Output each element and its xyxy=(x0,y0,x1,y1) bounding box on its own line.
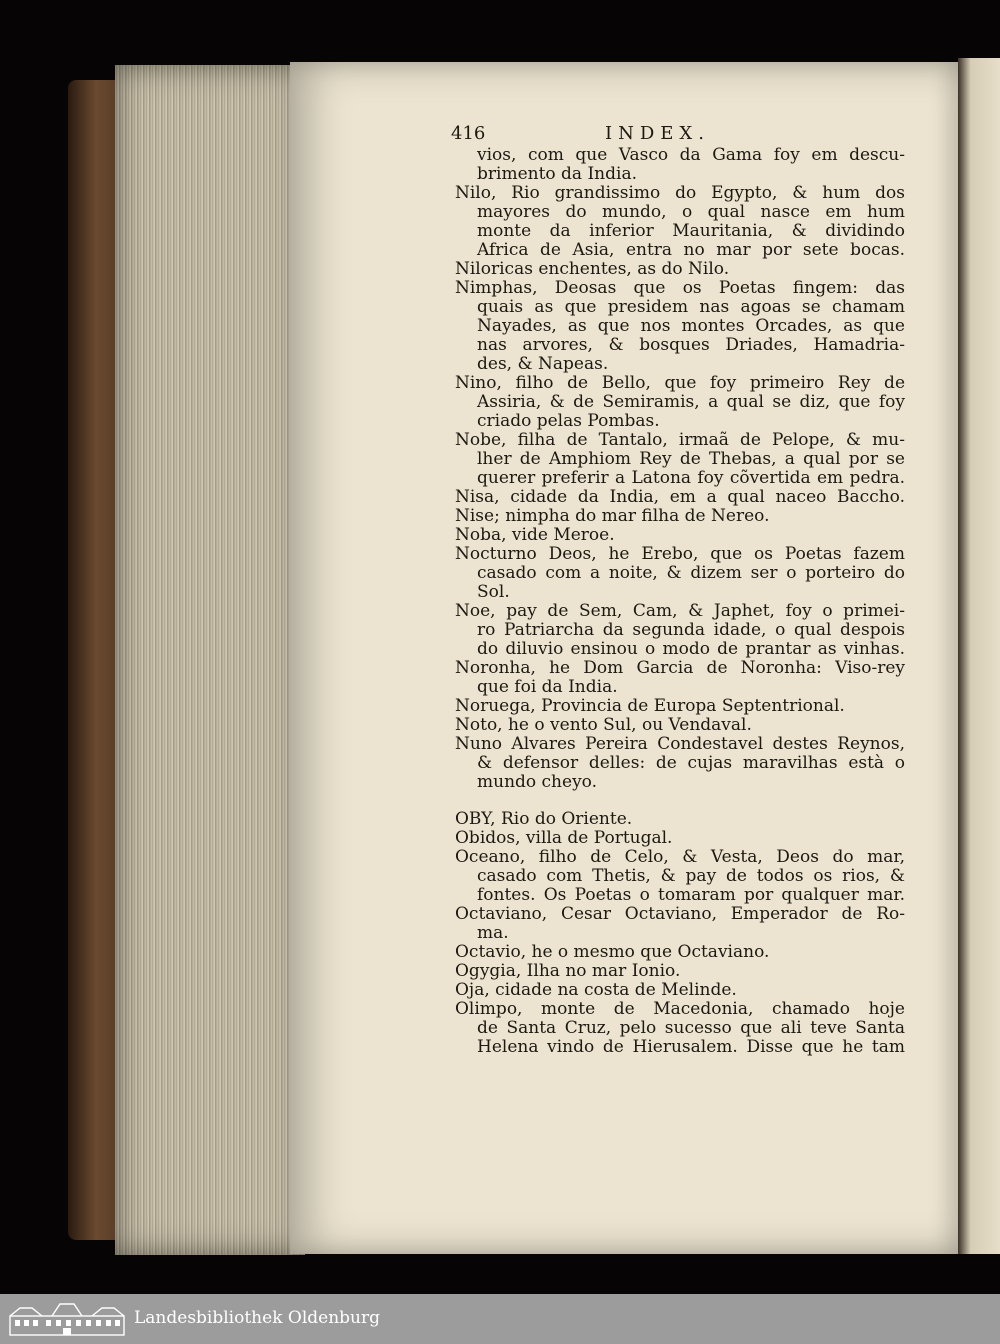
section-gap xyxy=(455,792,905,810)
page-number: 416 xyxy=(451,123,486,144)
text-line: Africa de Asia, entra no mar por sete bocas. xyxy=(477,241,905,260)
text-line: Nobe, filha de Tantalo, irmaã de Pelope, & mu- xyxy=(455,431,905,450)
text-line: Nino, filho de Bello, que foy primeiro Rey de xyxy=(455,374,905,393)
text-line: & defensor delles: de cujas maravilhas està o xyxy=(477,754,905,773)
text-line: Niloricas enchentes, as do Nilo. xyxy=(455,260,730,279)
text-line: mayores do mundo, o qual nasce em hum xyxy=(477,203,905,222)
index-entries xyxy=(455,146,905,1057)
text-line: Octaviano, Cesar Octaviano, Emperador de Ro- xyxy=(455,905,905,924)
text-line: Oceano, filho de Celo, & Vesta, Deos do mar, xyxy=(455,848,905,867)
text-line: Nayades, as que nos montes Orcades, as que xyxy=(477,317,905,336)
text-line: que foi da India. xyxy=(477,678,618,697)
text-line: Nilo, Rio grandissimo do Egypto, & hum dos xyxy=(455,184,905,203)
text-line: Obidos, villa de Portugal. xyxy=(455,829,673,848)
text-line: criado pelas Pombas. xyxy=(477,412,660,431)
text-line: Nise; nimpha do mar filha de Nereo. xyxy=(455,507,770,526)
text-line: Noruega, Provincia de Europa Septentrional. xyxy=(455,697,845,716)
text-line: brimento da India. xyxy=(477,165,637,184)
text-line: Helena vindo de Hierusalem. Disse que he tam xyxy=(477,1038,905,1057)
page-title: INDEX. xyxy=(605,123,710,144)
text-line: ma. xyxy=(477,924,509,943)
text-line: do diluvio ensinou o modo de prantar as vinhas. xyxy=(477,640,905,659)
text-line: de Santa Cruz, pelo sucesso que ali teve Santa xyxy=(477,1019,905,1038)
text-line: quais as que presidem nas agoas se chamam xyxy=(477,298,905,317)
text-line: querer preferir a Latona foy cõvertida em pedra. xyxy=(477,469,905,488)
text-line: OBY, Rio do Oriente. xyxy=(455,810,633,829)
text-line: Noto, he o vento Sul, ou Vendaval. xyxy=(455,716,752,735)
text-line: des, & Napeas. xyxy=(477,355,609,374)
footer-bar xyxy=(0,1294,1000,1344)
text-line: lher de Amphiom Rey de Thebas, a qual por se xyxy=(477,450,905,469)
text-line: Nimphas, Deosas que os Poetas fingem: das xyxy=(455,279,905,298)
text-line: casado com a noite, & dizem ser o porteiro do xyxy=(477,564,905,583)
library-name: Landesbibliothek Oldenburg xyxy=(134,1308,381,1328)
text-line: vios, com que Vasco da Gama foy em descu- xyxy=(477,146,905,165)
text-line: nas arvores, & bosques Driades, Hamadria- xyxy=(477,336,905,355)
page-header xyxy=(451,123,905,146)
text-line: Noronha, he Dom Garcia de Noronha: Viso-rey xyxy=(455,659,905,678)
text-line: mundo cheyo. xyxy=(477,773,598,792)
text-line: fontes. Os Poetas o tomaram por qualquer mar. xyxy=(477,886,905,905)
facing-page-edge xyxy=(958,58,1000,1254)
page-edges xyxy=(115,65,305,1255)
text-line: Nuno Alvares Pereira Condestavel destes Reynos, xyxy=(455,735,905,754)
text-line: Oja, cidade na costa de Melinde. xyxy=(455,981,737,1000)
text-line: Ogygia, Ilha no mar Ionio. xyxy=(455,962,681,981)
text-line: Noe, pay de Sem, Cam, & Japhet, foy o primei- xyxy=(455,602,905,621)
text-line: Sol. xyxy=(477,583,510,602)
text-line: Octavio, he o mesmo que Octaviano. xyxy=(455,943,770,962)
text-line: Assiria, & de Semiramis, a qual se diz, que foy xyxy=(477,393,905,412)
text-line: Olimpo, monte de Macedonia, chamado hoje xyxy=(455,1000,905,1019)
text-line: Nocturno Deos, he Erebo, que os Poetas fazem xyxy=(455,545,905,564)
text-line: Noba, vide Meroe. xyxy=(455,526,615,545)
text-line: ro Patriarcha da segunda idade, o qual despois xyxy=(477,621,905,640)
library-building-icon xyxy=(8,1302,126,1336)
text-line: casado com Thetis, & pay de todos os rios, & xyxy=(477,867,905,886)
page-text xyxy=(451,123,905,1057)
text-line: Nisa, cidade da India, em a qual naceo Baccho. xyxy=(455,488,905,507)
text-line: monte da inferior Mauritania, & dividindo xyxy=(477,222,905,241)
